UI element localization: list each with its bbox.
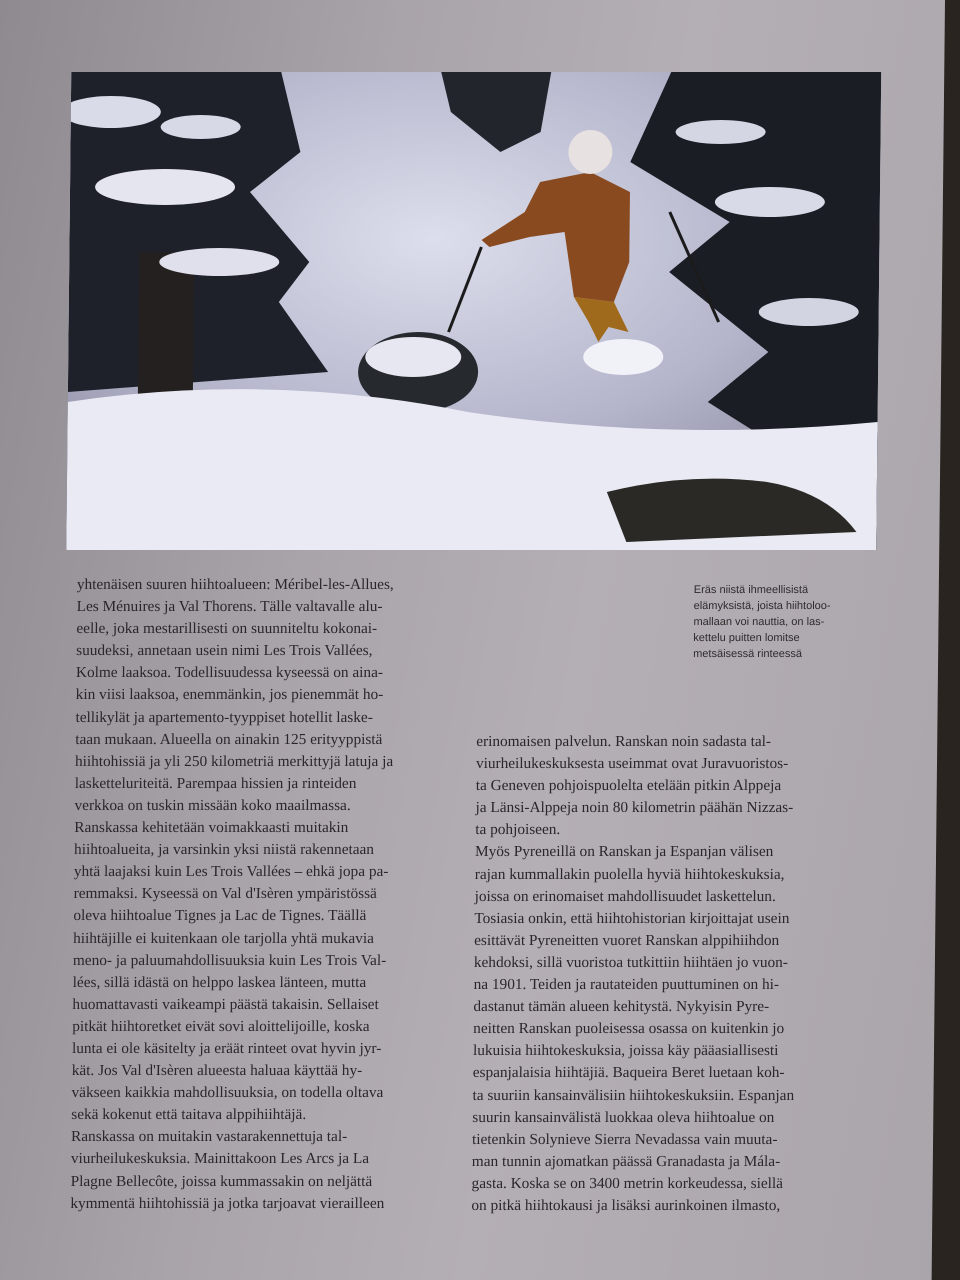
text-line: rajan kummallakin puolella hyviä hiihtokeskuksia, [474, 865, 785, 883]
text-column-right [471, 731, 909, 1261]
text-line: yhtenäisen suuren hiihtoalueen: Méribel-les-Allues, [76, 576, 394, 593]
text-line: kin viisi laaksoa, enemmänkin, jos pienemmät ho- [75, 686, 384, 704]
text-line: suurin kansainvälistä luokkaa oleva hiihtoalue on [472, 1108, 775, 1126]
caption-line: mallaan voi nauttia, on las- [693, 616, 825, 628]
text-line: na 1901. Teiden ja rautateiden puuttuminen on hi- [473, 976, 780, 994]
text-line: eelle, joka mestarillisesti on suunniteltu kokonai- [76, 620, 378, 638]
text-line: huomattavasti vaikeampi päästä takaisin. Sellaiset [72, 995, 379, 1013]
text-line: oleva hiihtoalue Tignes ja Lac de Tignes. Täällä [73, 907, 367, 925]
text-line: erinomaisen palvelun. Ranskan noin sadasta tal- [476, 733, 772, 750]
text-line: ta pohjoiseen. [475, 821, 561, 839]
text-column-left [70, 574, 463, 1259]
text-line: tietenkin Solynieve Sierra Nevadassa vain muuta- [471, 1130, 778, 1148]
text-line: kät. Jos Val d'Isèren alueesta haluaa käyttää hy- [71, 1062, 363, 1080]
text-line [70, 1215, 456, 1237]
text-line: ta suuriin kansainvälisiin hiihtokeskuksiin. Espanjan [472, 1086, 795, 1104]
text-line: tellikylät ja apartemento-tyyppiset hotellit laske- [75, 708, 373, 726]
text-line: esittävät Pyreneitten vuoret Ranskan alppihiihdon [474, 931, 780, 949]
text-line: yhtä laajaksi kuin Les Trois Vallées – ehkä jopa pa- [73, 863, 389, 881]
text-line: hiihtoalueita, ja varsinkin yksi niistä rakennetaan [74, 841, 375, 859]
text-line: hiihtohissiä ja yli 250 kilometriä merkittyjä latuja ja [74, 752, 394, 770]
text-line: kehdoksi, sillä vuoristoa tutkittiin hiihtäen jo vuon- [473, 953, 788, 971]
text-line: dastanut tämän alueen kehitystä. Nykyisin Pyre- [473, 998, 770, 1016]
text-line [471, 1217, 903, 1239]
text-line: on pitkä hiihtokausi ja lisäksi aurinkoinen ilmasto, [471, 1196, 781, 1214]
text-line: man tunnin ajomatkan päässä Granadasta ja Mála- [471, 1152, 781, 1170]
text-line: viurheilukeskuksia. Mainittakoon Les Arcs ja La [70, 1150, 370, 1168]
skier-in-forest-illustration [66, 72, 881, 550]
text-line: taan mukaan. Alueella on ainakin 125 erityyppistä [75, 730, 383, 748]
text-line: verkkoa on tuskin missään koko maailmassa. [74, 796, 351, 814]
text-line: viurheilukeskuksesta useimmat ovat Juravuoristos- [475, 755, 789, 773]
text-line: gasta. Koska se on 3400 metrin korkeudessa, siellä [471, 1174, 784, 1192]
text-line: neitten Ranskan puoleisessa osassa on kuitenkin jo [473, 1020, 785, 1038]
text-line: Ranskassa kehitetään voimakkaasti muitakin [74, 819, 349, 837]
text-line: hiihtäjille ei kuitenkaan ole tarjolla yhtä mukavia [73, 929, 375, 947]
skier-photo [66, 72, 881, 550]
text-line: Plagne Bellecôte, joissa kummassakin on neljättä [70, 1172, 373, 1190]
text-line: Ranskassa on muitakin vastarakennettuja tal- [71, 1128, 348, 1146]
text-line: ta Geneven pohjoispuolelta etelään pitkin Alppeja [475, 777, 782, 795]
text-line: suudeksi, annetaan usein nimi Les Trois Vallées, [76, 642, 373, 660]
text-line: meno- ja paluumahdollisuuksia kuin Les Trois Val- [72, 951, 387, 969]
text-line: joissa on erinomaiset mahdollisuudet laskettelun. [474, 887, 776, 905]
text-line: Les Ménuires ja Val Thorens. Tälle valtavalle alu- [76, 598, 383, 616]
text-line: Tosiasia onkin, että hiihtohistorian kirjoittajat usein [474, 909, 790, 927]
text-line: lasketteluriteitä. Parempaa hissien ja rinteiden [74, 774, 357, 792]
caption-line: Eräs niistä ihmeellisistä [693, 584, 809, 596]
text-line: pitkät hiihtoretket eivät sovi aloittelijoille, koska [72, 1017, 370, 1035]
text-line [471, 1239, 903, 1261]
photo-caption [693, 582, 894, 662]
caption-line: elämyksistä, joista hiihtoloo- [693, 600, 831, 612]
text-line: espanjalaisia hiihtäjiä. Baqueira Beret luetaan koh- [472, 1064, 785, 1082]
text-line: ja Länsi-Alppeja noin 80 kilometrin päähän Nizzas- [475, 799, 794, 817]
text-line: sekä kokenut että taitava alppihiihtäjä. [71, 1106, 307, 1124]
text-line: remmaksi. Kyseessä on Val d'Isèren ympäristössä [73, 885, 377, 903]
caption-line: kettelu puitten lomitse [693, 632, 800, 644]
text-line: väkseen kaikkia mahdollisuuksia, on todella oltava [71, 1084, 384, 1102]
text-line: lunta ei ole käsitelty ja eräät rinteet ovat hyvin jyr- [71, 1039, 382, 1057]
text-line [70, 1237, 456, 1259]
text-line: Myös Pyreneillä on Ranskan ja Espanjan välisen [474, 843, 774, 861]
caption-line: metsäisessä rinteessä [693, 648, 803, 660]
text-line: lukuisia hiihtokeskuksia, joissa käy pääasiallisesti [472, 1042, 779, 1060]
text-line: Kolme laaksoa. Todellisuudessa kyseessä on aina- [75, 664, 384, 682]
text-line: kymmentä hiihtohissiä ja jotka tarjoavat vierailleen [70, 1194, 385, 1212]
text-line: lées, sillä idästä on helppo laskea länteen, mutta [72, 973, 367, 991]
